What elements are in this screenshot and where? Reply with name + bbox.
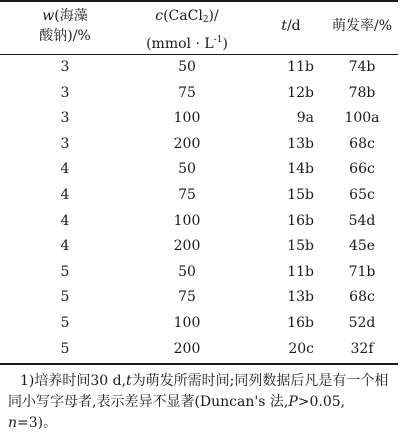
cell-cacl2: 50 <box>178 263 196 280</box>
cell-germination-rate: 54d <box>348 212 376 229</box>
header-time <box>254 16 328 36</box>
cell-time: 16b <box>287 212 314 229</box>
cell-germination-rate: 68c <box>349 289 375 306</box>
table-row <box>0 311 400 337</box>
header-c-superscript: -1 <box>213 35 223 45</box>
table-footnote <box>8 371 400 434</box>
cell-time: 11b <box>287 263 314 280</box>
header-t-unit: /d <box>286 18 301 34</box>
cell-cacl2: 200 <box>173 340 201 357</box>
table-top-rule <box>0 0 398 2</box>
cell-time: 13b <box>287 135 314 152</box>
cell-sodium-alginate: 3 <box>60 135 70 152</box>
cell-cacl2: 200 <box>173 135 201 152</box>
cell-sodium-alginate: 3 <box>60 84 70 101</box>
table-body <box>0 55 400 362</box>
table-row <box>0 234 400 260</box>
table-row <box>0 285 400 311</box>
cell-cacl2: 200 <box>173 238 201 255</box>
cell-germination-rate: 74b <box>348 59 376 75</box>
cell-time: 11b <box>287 59 314 75</box>
table-row <box>0 81 400 107</box>
footnote-text-1: 1)培养时间30 d, <box>20 373 127 389</box>
table-row <box>0 106 400 132</box>
cell-germination-rate: 32f <box>350 340 374 357</box>
header-w-symbol: w <box>42 8 55 24</box>
header-t-symbol: t <box>281 18 287 34</box>
header-sodium-alginate <box>10 6 120 46</box>
cell-time: 9a <box>296 110 314 127</box>
header-c-unit-end: ) <box>222 36 228 52</box>
table-row <box>0 183 400 209</box>
cell-germination-rate: 52d <box>348 314 376 331</box>
cell-time: 14b <box>287 161 314 178</box>
cell-cacl2: 50 <box>178 59 196 75</box>
header-c-symbol: c <box>155 8 164 24</box>
cell-cacl2: 75 <box>178 186 196 203</box>
cell-germination-rate: 71b <box>348 263 376 280</box>
cell-cacl2: 75 <box>178 289 196 306</box>
cell-sodium-alginate: 3 <box>60 110 70 127</box>
footnote-text-2: 为萌发所需时间;同列数据后凡是有一个相同小写字母者,表示差异不显著(Duncan's 法, <box>8 373 389 410</box>
footnote-p-symbol: P <box>288 394 298 410</box>
cell-sodium-alginate: 4 <box>60 238 70 255</box>
cell-germination-rate: 45e <box>348 238 376 255</box>
cell-time: 15b <box>287 238 314 255</box>
table-row <box>0 209 400 235</box>
header-c-unit: (mmol · L <box>146 36 214 52</box>
cell-time: 12b <box>287 84 314 101</box>
cell-time: 15b <box>287 186 314 203</box>
footnote-t-symbol: t <box>126 373 132 389</box>
cell-sodium-alginate: 5 <box>60 340 70 357</box>
header-cacl2 <box>128 6 246 54</box>
cell-sodium-alginate: 5 <box>60 263 70 280</box>
table-row <box>0 157 400 183</box>
table-row <box>0 55 400 81</box>
header-w-line2: 酸钠)/% <box>39 28 91 44</box>
cell-cacl2: 100 <box>173 314 201 331</box>
cell-germination-rate: 66c <box>349 161 375 178</box>
cell-time: 20c <box>288 340 314 357</box>
header-germination-rate: 萌发率/% <box>331 18 393 34</box>
cell-germination-rate: 78b <box>348 84 376 101</box>
cell-cacl2: 50 <box>178 161 196 178</box>
cell-time: 13b <box>287 289 314 306</box>
cell-sodium-alginate: 3 <box>60 59 70 75</box>
header-c-subscript: 2 <box>202 15 209 25</box>
cell-time: 16b <box>287 314 314 331</box>
footnote-n-symbol: n <box>8 415 18 431</box>
cell-cacl2: 100 <box>173 212 201 229</box>
cell-germination-rate: 68c <box>349 135 375 152</box>
cell-sodium-alginate: 4 <box>60 186 70 203</box>
cell-germination-rate: 65c <box>349 186 375 203</box>
table-bottom-rule <box>0 363 398 365</box>
cell-germination-rate: 100a <box>344 110 380 127</box>
footnote-text-4: =3)。 <box>17 415 58 431</box>
cell-sodium-alginate: 5 <box>60 289 70 306</box>
header-c-line1-end: )/ <box>208 8 219 24</box>
cell-cacl2: 100 <box>173 110 201 127</box>
footnote-text-3: >0.05, <box>297 394 346 410</box>
cell-cacl2: 75 <box>178 84 196 101</box>
header-w-line1: (海藻 <box>54 8 88 24</box>
cell-sodium-alginate: 4 <box>60 161 70 178</box>
table-row <box>0 337 400 363</box>
cell-sodium-alginate: 5 <box>60 314 70 331</box>
header-c-line1: (CaCl <box>163 8 203 24</box>
table-row <box>0 260 400 286</box>
table-row <box>0 132 400 158</box>
cell-sodium-alginate: 4 <box>60 212 70 229</box>
